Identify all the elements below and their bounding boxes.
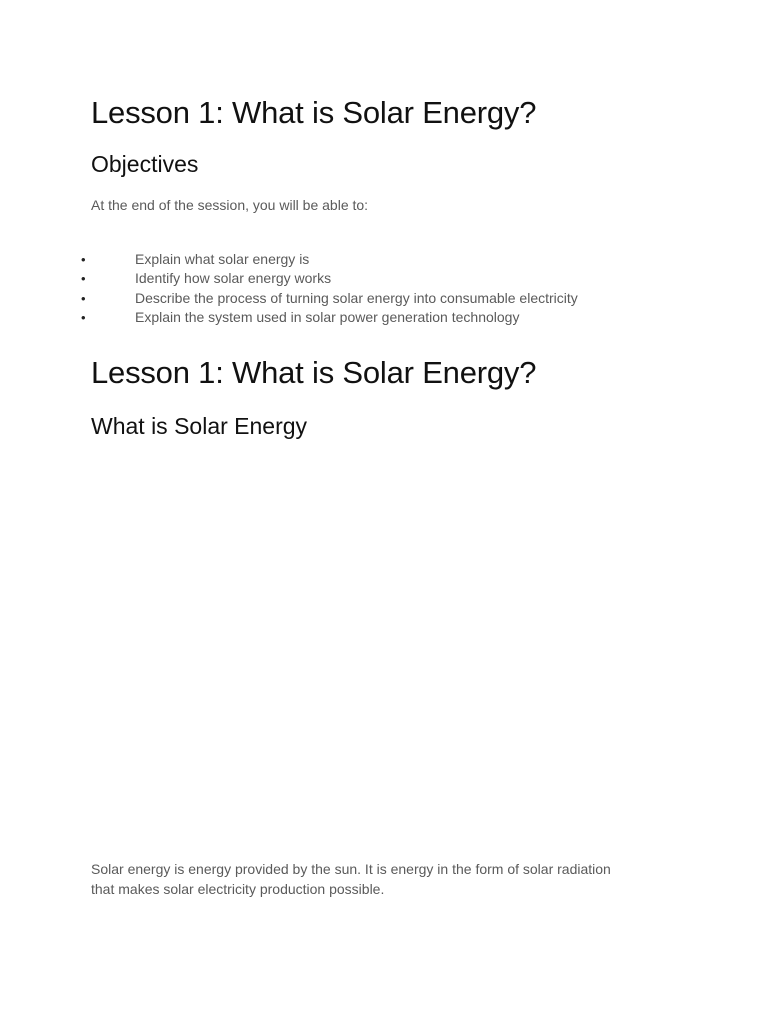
list-item (0, 289, 768, 308)
objective-text: Explain what solar energy is (135, 251, 310, 267)
objectives-intro: At the end of the session, you will be able to: (91, 197, 369, 213)
list-item (0, 308, 768, 327)
paragraph-line: Solar energy is energy provided by the sun. It is energy in the form of solar radiation (91, 861, 611, 877)
paragraph-line: that makes solar electricity production possible. (91, 880, 385, 897)
bullet-icon: • (81, 252, 86, 267)
objective-text: Explain the system used in solar power generation technology (135, 308, 520, 325)
lesson-title-repeat: Lesson 1: What is Solar Energy? (91, 355, 537, 390)
objective-text: Describe the process of turning solar energy into consumable electricity (135, 289, 578, 306)
objective-text: Identify how solar energy works (135, 270, 332, 287)
lesson-title: Lesson 1: What is Solar Energy? (91, 95, 537, 130)
objectives-heading: Objectives (91, 151, 199, 177)
bullet-icon: • (81, 290, 86, 306)
bullet-icon: • (81, 309, 86, 325)
list-item (0, 269, 768, 288)
what-is-solar-energy-heading: What is Solar Energy (91, 413, 308, 439)
objectives-list (0, 250, 768, 327)
list-item (0, 250, 768, 269)
solar-energy-definition (91, 860, 611, 899)
bullet-icon: • (81, 271, 86, 287)
